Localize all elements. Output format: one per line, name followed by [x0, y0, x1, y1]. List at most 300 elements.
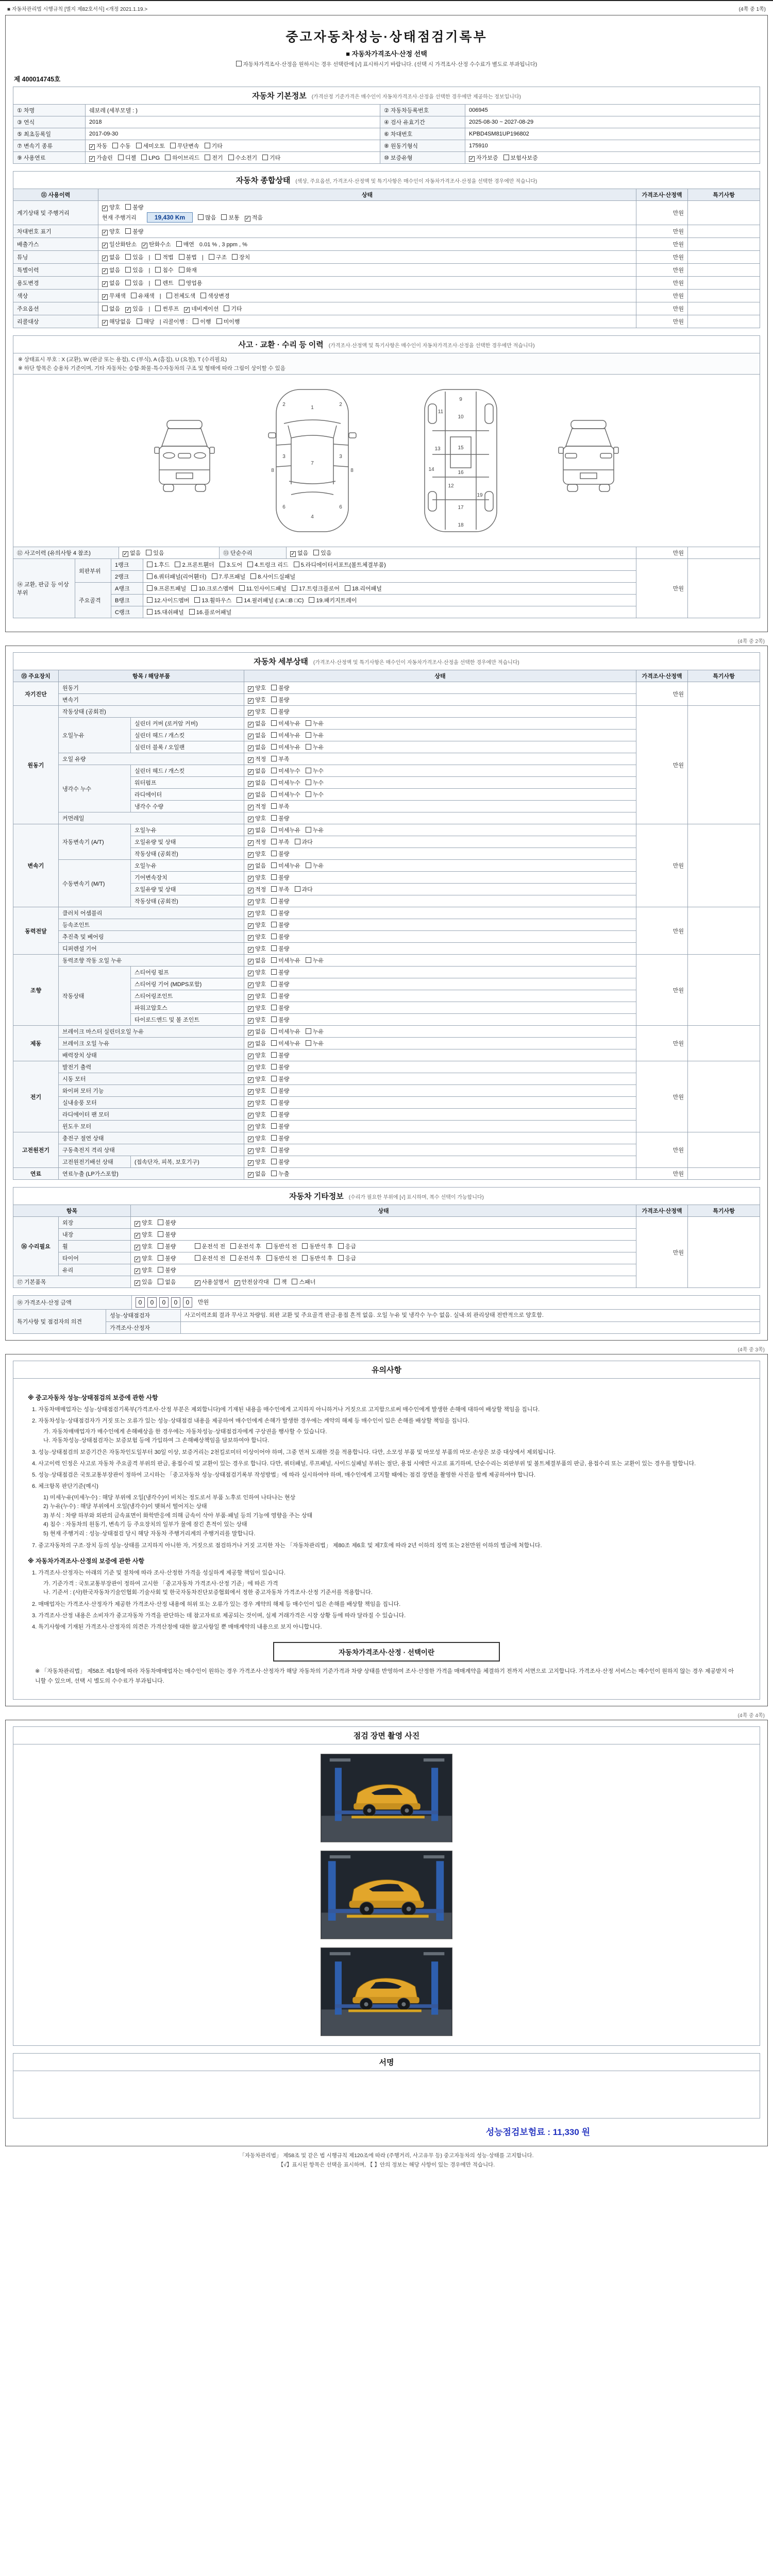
option — [271, 992, 289, 1000]
option — [271, 944, 289, 953]
remark-cell — [688, 559, 760, 618]
option — [147, 608, 184, 616]
amount-cell: 만원 — [636, 225, 687, 238]
price-digit-box: 0 — [159, 1297, 169, 1308]
status-options — [244, 1109, 636, 1121]
footer-line: 「자동차관리법」 제58조 및 같은 법 시행규칙 제120조에 따라 (주행거리, 사고유무 등) 중고자동차의 성능·상태를 고지합니다. — [239, 2152, 534, 2159]
option-label: 누유 — [312, 863, 324, 869]
item-label: 등속조인트 — [59, 919, 244, 931]
option — [158, 1266, 176, 1274]
checkbox-icon — [271, 1040, 277, 1046]
notice-title: 유의사항 — [13, 1361, 760, 1379]
status-options — [244, 718, 636, 730]
checkbox-icon — [216, 318, 222, 324]
checkbox-checked-icon: ✓ — [248, 1113, 253, 1118]
rank-label: 1랭크 — [111, 559, 143, 571]
field-value: 2017-09-30 — [86, 128, 380, 140]
option — [271, 684, 289, 692]
option — [165, 154, 199, 162]
option-label: 적정 — [255, 804, 266, 810]
option-label: 양호 — [255, 910, 266, 917]
item-label: 연료누출 (LP가스포함) — [59, 1168, 244, 1180]
option-label: 14.필러패널 (□A □B □C) — [244, 598, 304, 604]
option-label: 없음 — [255, 863, 266, 869]
checkbox-icon — [271, 862, 277, 868]
notice-subitem: 5) 현재 주행거리 : 성능·상태점검 당시 해당 자동차 주행거리계의 주행거리를 말합니다. — [43, 1530, 256, 1537]
option — [271, 1110, 289, 1118]
column-header: 항목 / 해당부품 — [59, 670, 244, 682]
text-fragment: 현재 주행거리 — [102, 215, 137, 221]
status-options — [244, 789, 636, 801]
status-options — [244, 1014, 636, 1026]
option — [306, 767, 324, 775]
item-label: 브레이크 오일 누유 — [59, 1038, 244, 1049]
option-label: 4.트렁크 리드 — [255, 562, 289, 568]
checkbox-checked-icon: ✓ — [248, 1054, 253, 1059]
checkbox-icon — [503, 155, 509, 160]
option-label: 있음 — [132, 280, 144, 286]
field-value: 쉐보레 (세부모델 : ) — [86, 105, 380, 116]
option — [198, 213, 216, 222]
status-options — [244, 812, 636, 824]
checkbox-checked-icon: ✓ — [248, 817, 253, 822]
option-label: 양호 — [142, 1267, 153, 1274]
position-options — [195, 1256, 362, 1262]
option-label: 양호 — [255, 685, 266, 691]
svg-text:13: 13 — [434, 446, 441, 452]
status-options — [244, 1049, 636, 1061]
option-label: 양호 — [255, 875, 266, 881]
device-label: 고전원전기 — [13, 1132, 59, 1168]
option — [142, 240, 171, 248]
checkbox-icon — [271, 1016, 277, 1022]
amount-cell: 만원 — [636, 277, 687, 290]
option — [271, 1122, 289, 1130]
option-label: 미세누유 — [278, 958, 300, 964]
checkbox-icon — [155, 306, 161, 311]
option — [306, 956, 324, 964]
checkbox-checked-icon: ✓ — [248, 710, 253, 716]
checkbox-icon — [306, 779, 311, 785]
option-label: 19.패키지트레이 — [316, 598, 357, 604]
car-diagram-underbody-view — [401, 383, 520, 538]
status-options — [244, 1038, 636, 1049]
subitem-label: 냉각수 수량 — [131, 801, 244, 812]
checkbox-checked-icon: ✓ — [248, 1172, 253, 1178]
page-marker: (4쪽 중 3쪽) — [737, 1347, 765, 1353]
option — [271, 767, 300, 775]
notice-subitem: 2) 누유(누수) : 해당 부위에서 오일(냉각수)이 맺혀서 떨어지는 상태 — [43, 1503, 207, 1510]
row-label: 용도변경 — [13, 277, 98, 290]
checkbox-icon — [205, 143, 210, 148]
option — [248, 897, 266, 905]
option-label: 없음 — [255, 744, 266, 751]
checkbox-icon — [271, 910, 277, 916]
option-label: 양호 — [255, 922, 266, 928]
option-label: 일산화탄소 — [109, 242, 137, 248]
form-reference-row — [5, 3, 768, 15]
option — [102, 304, 120, 313]
option-label: 양호 — [255, 1147, 266, 1154]
option-label: 적법 — [162, 255, 174, 261]
option — [136, 142, 165, 150]
svg-text:1: 1 — [311, 405, 314, 411]
option-label: 매연 — [183, 242, 194, 248]
option — [247, 561, 288, 569]
checkbox-checked-icon: ✓ — [103, 243, 107, 248]
option-label: 불량 — [278, 993, 290, 999]
option — [147, 584, 186, 592]
section-title — [13, 172, 760, 189]
inspector-role-label: 가격조사·산정자 — [106, 1321, 181, 1333]
option-label: 없음 — [255, 733, 266, 739]
option — [147, 572, 207, 581]
amount-cell: 만원 — [636, 907, 687, 955]
checkbox-icon — [292, 1279, 297, 1284]
option — [135, 1230, 153, 1239]
option-label: 누유 — [312, 1041, 324, 1047]
checkbox-checked-icon: ✓ — [291, 551, 295, 557]
option — [250, 572, 295, 581]
option — [266, 1242, 297, 1250]
status-options — [244, 777, 636, 789]
option — [271, 826, 300, 834]
checkbox-icon — [271, 708, 277, 714]
option-label: 16.플로어패널 — [196, 609, 232, 616]
text-fragment: | — [148, 306, 150, 312]
exchange-label: ⑭ 교환, 판금 등 이상 부위 — [13, 559, 75, 618]
price-digit-box: 0 — [183, 1297, 192, 1308]
option-label: 부족 — [278, 887, 290, 893]
option — [290, 549, 308, 557]
row-status — [98, 225, 636, 238]
option — [248, 944, 266, 953]
option-label: 미세누유 — [278, 1029, 300, 1035]
checkbox-checked-icon: ✓ — [248, 971, 253, 976]
checkbox-icon — [155, 254, 161, 260]
option — [123, 549, 141, 557]
diagram-cell — [13, 375, 760, 547]
subitem-label: (접속단자, 피복, 보호기구) — [131, 1156, 244, 1168]
option — [170, 142, 199, 150]
price-digit-box: 0 — [171, 1297, 180, 1308]
option-label: 기타 — [231, 306, 242, 312]
option-label: 해당없음 — [109, 319, 131, 325]
checkbox-icon — [345, 585, 350, 591]
panel-category: 주요골격 — [75, 583, 111, 618]
inspection-insurance-fee — [13, 2119, 760, 2140]
option-label: 자동 — [96, 143, 108, 149]
option — [306, 861, 324, 870]
option — [248, 1027, 266, 1036]
option — [158, 1218, 176, 1227]
option — [271, 731, 300, 739]
option-label: 양호 — [255, 1100, 266, 1106]
checkbox-checked-icon: ✓ — [142, 243, 147, 248]
checkbox-icon — [262, 155, 268, 160]
option — [216, 317, 240, 326]
simple-repair-label: ⑬ 단순수리 — [220, 547, 287, 559]
option-label: 유채색 — [138, 293, 155, 299]
status-options — [244, 1073, 636, 1085]
amount-cell: 만원 — [636, 302, 687, 315]
checkbox-icon — [170, 143, 176, 148]
price-digit-box: 0 — [136, 1297, 145, 1308]
checkbox-icon — [224, 306, 229, 311]
svg-text:3: 3 — [339, 454, 342, 460]
amount-cell: 만원 — [636, 238, 687, 251]
column-header: 특기사항 — [687, 670, 760, 682]
checkbox-icon — [205, 155, 210, 160]
option-label: 무채색 — [109, 293, 126, 299]
option — [271, 1134, 289, 1142]
remark-cell — [687, 706, 760, 824]
item-label: 작동상태 — [59, 967, 131, 1026]
notice-item: 6. 체크항목 판단기준(예시) — [32, 1483, 98, 1490]
option — [302, 1254, 333, 1262]
column-header: 가격조사·산정액 — [636, 189, 687, 201]
device-label: 동력전달 — [13, 907, 59, 955]
remark-cell — [687, 302, 760, 315]
legend-line: ※ 상태표시 부호 : X (교환), W (판금 또는 용접), C (부식), A (흠집), U (요철), T (수리필요) — [18, 357, 227, 363]
text-fragment: | — [159, 293, 161, 299]
option — [306, 790, 324, 799]
option — [125, 227, 143, 235]
status-options — [244, 824, 636, 836]
option — [158, 1230, 176, 1239]
checkbox-checked-icon: ✓ — [248, 911, 253, 917]
notice-item: 4. 사고이력 인정은 사고로 자동차 주요골격 부위의 판금, 용접수리 및 교환이 있는 경우로 합니다. 다만, 쿼터패널, 루프패널, 사이드실패널 부위는 절단, 용접 시에만 사고로 표기하며, 단순수리는 외판부위 및 볼트체결부품의 판금, 용접수리 또는 교환이 있는 경우를 말합니다. — [32, 1461, 696, 1467]
checkbox-icon — [271, 756, 277, 761]
checkbox-icon — [136, 143, 142, 148]
amount-cell: 만원 — [636, 1168, 687, 1180]
option-label: 무단변속 — [177, 143, 199, 149]
subitem-label: 스티어링 펌프 — [131, 967, 244, 978]
option-label: 불량 — [165, 1220, 176, 1226]
option-label: 양호 — [255, 851, 266, 857]
option-label: LPG — [148, 155, 160, 161]
svg-text:8: 8 — [350, 468, 354, 473]
checkbox-icon — [306, 732, 311, 738]
notice-subitem: 나. 기준서 : (사)한국자동차기술인협회·기술사회 및 한국자동차진단보증협회에서 정한 중고자동차 가격조사·산정 기준서를 적용합니다. — [43, 1589, 373, 1596]
subitem-label: 오일유량 및 상태 — [131, 836, 244, 848]
option-label: 적정 — [255, 756, 266, 762]
inspection-photo-1 — [321, 1754, 452, 1842]
option-label: 양호 — [255, 934, 266, 940]
amount-cell: 만원 — [636, 1026, 687, 1061]
checkbox-checked-icon: ✓ — [103, 294, 107, 300]
option-label: 미세누유 — [278, 744, 300, 751]
checkbox-checked-icon: ✓ — [90, 156, 94, 162]
notice-section-title: ※ 중고자동차 성능·상태점검의 보증에 관한 사항 — [28, 1394, 158, 1401]
checkbox-icon — [271, 898, 277, 904]
checkbox-checked-icon: ✓ — [248, 1006, 253, 1012]
field-label: ⑨ 사용연료 — [13, 152, 86, 164]
option-label: 10.크로스멤버 — [198, 586, 234, 592]
checkbox-icon — [250, 573, 256, 579]
option-label: 불량 — [278, 899, 290, 905]
column-header: 상태 — [98, 189, 636, 201]
option — [271, 1146, 289, 1154]
option — [248, 778, 266, 787]
checkbox-icon — [141, 155, 147, 160]
option-label: 양호 — [255, 1017, 266, 1023]
notice-subitem: 1) 미세누유(미세누수) : 해당 부위에 오일(냉각수)이 비치는 정도로서 부품 노후로 인하여 나타나는 현상 — [43, 1494, 296, 1501]
option-label: 누유 — [312, 721, 324, 727]
option-label: 사용설명서 — [201, 1279, 229, 1285]
option-label: 양호 — [255, 1136, 266, 1142]
option-label: 양호 — [255, 697, 266, 703]
option-label: 양호 — [255, 899, 266, 905]
subitem-label: 오일유량 및 상태 — [131, 884, 244, 895]
svg-text:17: 17 — [458, 505, 464, 511]
option-label: 있음 — [132, 255, 144, 261]
option — [248, 861, 266, 870]
checkbox-icon — [271, 851, 277, 856]
option — [194, 596, 231, 604]
notice-subitem: 가. 자동차매매업자가 매수인에게 손해배상을 한 경우에는 자동차성능·상태점검자에게 구상권을 행사할 수 있습니다. — [43, 1428, 327, 1435]
option — [112, 142, 130, 150]
option-label: 양호 — [255, 1076, 266, 1082]
option-label: 양호 — [255, 1088, 266, 1094]
device-label: 원동기 — [13, 706, 59, 824]
checkbox-icon — [158, 1231, 163, 1237]
option — [292, 584, 340, 592]
option-label: 응급 — [345, 1256, 357, 1262]
option-label: 보험사보증 — [510, 155, 538, 161]
option — [248, 790, 266, 799]
basic-info-section — [13, 87, 760, 164]
option — [102, 240, 137, 248]
section-title — [13, 653, 760, 670]
option-label: 동반석 후 — [309, 1256, 333, 1262]
option — [248, 767, 266, 775]
legend-line: ※ 하단 항목은 승용차 기준이며, 기타 자동차는 승합·화물·특수자동차의 구조 및 형태에 따라 그림이 상이할 수 있음 — [18, 365, 285, 371]
document-title: 중고자동차성능·상태점검기록부 — [285, 30, 488, 44]
inspector-opinion-text — [181, 1321, 760, 1333]
option-label: 세미오토 — [143, 143, 165, 149]
option-label: 동반석 후 — [309, 1244, 333, 1250]
svg-text:2: 2 — [282, 402, 285, 408]
option-label: 불량 — [278, 970, 290, 976]
option-label: 불량 — [165, 1256, 176, 1262]
checkbox-icon — [271, 1171, 277, 1176]
option-label: 있음 — [132, 267, 144, 274]
device-label: 연료 — [13, 1168, 59, 1180]
checkbox-checked-icon: ✓ — [248, 923, 253, 929]
option-label: 없음 — [297, 550, 309, 556]
status-options — [131, 1217, 636, 1229]
checkbox-icon — [209, 254, 214, 260]
svg-text:6: 6 — [339, 504, 342, 510]
option — [248, 1051, 266, 1059]
rank-label: C랭크 — [111, 606, 143, 618]
option — [248, 1122, 266, 1130]
item-label: 라디에이터 팬 모터 — [59, 1109, 244, 1121]
option — [102, 253, 120, 261]
checkbox-checked-icon: ✓ — [248, 1042, 253, 1047]
checkbox-icon — [195, 1255, 200, 1261]
section-note: (가격산정 기준가격은 매수인이 자동차가격조사·산정을 선택한 경우에만 제공하는 정보입니다) — [311, 94, 521, 100]
checkbox-icon — [309, 597, 314, 603]
remark-cell — [687, 907, 760, 955]
photos-title: 점검 장면 촬영 사진 — [13, 1726, 760, 1744]
amount-cell: 만원 — [636, 682, 687, 706]
option-label: 3.도어 — [226, 562, 243, 568]
option-label: 수소전기 — [235, 155, 258, 161]
option-label: 적음 — [251, 215, 263, 221]
option-label: 불량 — [278, 1124, 290, 1130]
checkbox-icon — [271, 957, 277, 963]
option — [248, 1098, 266, 1107]
option — [248, 1146, 266, 1154]
option-label: 양호 — [255, 816, 266, 822]
device-label: 전기 — [13, 1061, 59, 1132]
amount-cell: 만원 — [636, 251, 687, 264]
status-options — [131, 1252, 636, 1264]
option-label: 2.프론트휀더 — [182, 562, 214, 568]
simple-repair-options — [287, 547, 636, 559]
svg-text:9: 9 — [459, 397, 462, 402]
checkbox-icon — [306, 744, 311, 750]
item-label: 외장 — [59, 1217, 131, 1229]
svg-text:14: 14 — [428, 467, 434, 472]
option — [147, 596, 189, 604]
checkbox-checked-icon: ✓ — [135, 1233, 140, 1239]
item-label: 윈도우 모터 — [59, 1121, 244, 1132]
amount-cell: 만원 — [636, 955, 687, 1026]
price-assessment-select-note — [13, 60, 760, 68]
option-label: 렌트 — [162, 280, 174, 286]
checkbox-icon — [232, 254, 238, 260]
status-options — [244, 848, 636, 860]
field-label: ⑥ 차대번호 — [380, 128, 465, 140]
column-header: 특기사항 — [687, 189, 760, 201]
checkbox-checked-icon: ✓ — [103, 320, 107, 326]
option-label: 운전석 후 — [238, 1256, 261, 1262]
option — [271, 838, 289, 846]
checkbox-checked-icon: ✓ — [248, 852, 253, 858]
option — [306, 1039, 324, 1047]
notice-item: 3. 가격조사·산정 내용은 소비자가 중고자동차 가격을 판단하는 데 참고자료로 제공되는 것이며, 실제 거래가격은 시장 상황 등에 따라 달라질 수 있습니다. — [32, 1613, 406, 1619]
checkbox-icon — [146, 550, 152, 555]
status-options — [244, 1144, 636, 1156]
checkbox-checked-icon: ✓ — [103, 281, 107, 287]
option — [248, 921, 266, 929]
option-label: 미세누유 — [278, 863, 300, 869]
page-4 — [5, 1720, 768, 2146]
option — [295, 838, 313, 846]
comprehensive-status-section — [13, 171, 760, 328]
amount-cell: 만원 — [636, 706, 687, 824]
option — [155, 304, 179, 313]
option-label: 불량 — [278, 1053, 290, 1059]
option-label: 수동 — [120, 143, 131, 149]
row-status — [98, 201, 636, 225]
svg-text:16: 16 — [458, 470, 464, 476]
item-label: 브레이크 마스터 실린더오일 누유 — [59, 1026, 244, 1038]
etc-info-table — [13, 1187, 760, 1288]
notice-item: 7. 중고자동차의 구조·장치 등의 성능·상태를 고지하지 아니한 자, 거짓으로 점검하거나 거짓 고지한 자는 「자동차관리법」 제80조 제6호 및 제7호에 따라 2년 이하의 징역 또는 2천만원 이하의 벌금에 처합니다. — [32, 1542, 542, 1549]
option-label: 없음 — [255, 768, 266, 774]
svg-text:15: 15 — [458, 445, 464, 451]
signature-area — [13, 2071, 760, 2119]
checkbox-icon — [147, 597, 153, 603]
section-title — [13, 336, 760, 353]
remark-cell — [687, 824, 760, 907]
section-title — [13, 1188, 760, 1205]
option — [191, 584, 233, 592]
